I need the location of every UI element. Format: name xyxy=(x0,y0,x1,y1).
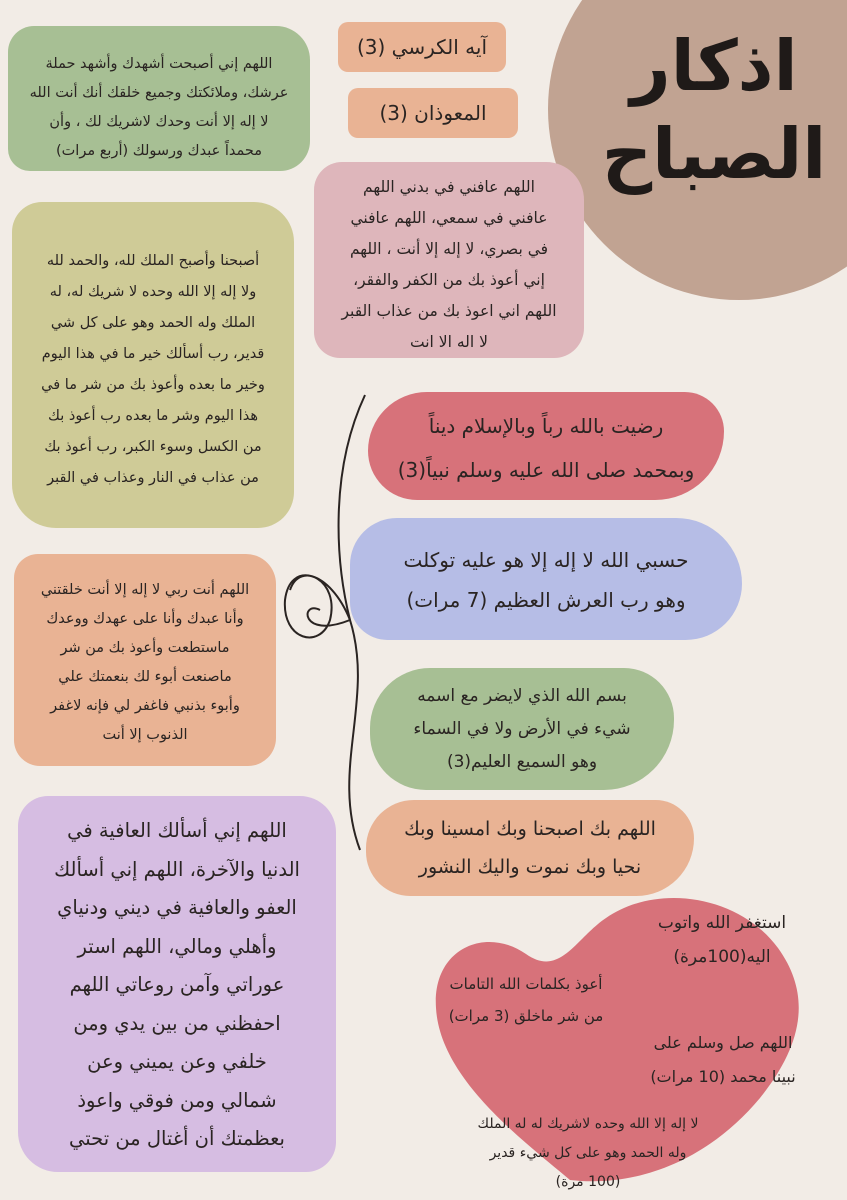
dhikr-line: هذا اليوم وشر ما بعده رب أعوذ بك xyxy=(48,408,258,424)
dhikr-card-purple xyxy=(18,796,336,1172)
dhikr-line: لا اله الا انت xyxy=(410,333,488,351)
dhikr-line: نحيا وبك نموت واليك النشور xyxy=(418,856,642,878)
dhikr-line: وله الحمد وهو على كل شيء قدير xyxy=(489,1145,687,1161)
dhikr-line: لا إله إلا الله وحده لاشريك له له الملك xyxy=(477,1116,699,1132)
dhikr-line: رضيت بالله رباً وبالإسلام ديناً xyxy=(428,414,664,438)
dhikr-line: ماصنعت أبوء لك بنعمتك علي xyxy=(58,669,232,685)
heart-salat xyxy=(626,1026,820,1094)
dhikr-line: اللهم اني اعوذ بك من عذاب القبر xyxy=(341,302,557,320)
dhikr-line: أعوذ بكلمات الله التامات xyxy=(449,975,603,993)
dhikr-line: شمالي ومن فوقي واعوذ xyxy=(77,1088,277,1112)
title-line-2: الصباح xyxy=(601,113,827,195)
dhikr-card-red xyxy=(368,392,724,500)
heart-auzu xyxy=(420,968,632,1032)
title-line-1: اذكار xyxy=(630,25,798,107)
dhikr-line: وهو السميع العليم(3) xyxy=(446,752,598,772)
dhikr-line: الدنيا والآخرة، اللهم إني أسألك xyxy=(54,857,300,881)
muawwidhat-card xyxy=(348,88,518,138)
dhikr-card-peach-left xyxy=(14,554,276,766)
dhikr-line: اللهم أنت ربي لا إله إلا أنت خلقتني xyxy=(40,582,250,598)
dhikr-line: أصبحنا وأصبح الملك لله، والحمد لله xyxy=(46,253,260,269)
dhikr-line: عوراتي وآمن روعاتي اللهم xyxy=(69,973,285,996)
page-title xyxy=(599,22,829,198)
heart-istighfar xyxy=(622,906,822,974)
dhikr-line: لا إله إلا أنت وحدك لاشريك لك ، وأن xyxy=(49,114,269,130)
dhikr-line: الذنوب إلا أنت xyxy=(102,727,188,743)
dhikr-line: اللهم إني أسألك العافية في xyxy=(67,819,287,842)
dhikr-line: عافني في سمعي، اللهم عافني xyxy=(350,209,548,227)
dhikr-line: اللهم عافني في بدني اللهم xyxy=(363,178,535,196)
dhikr-line: شيء في الأرض ولا في السماء xyxy=(413,719,631,739)
dhikr-line: وهو رب العرش العظيم (7 مرات) xyxy=(406,588,686,612)
dhikr-line: وخير ما بعده وأعوذ بك من شر ما في xyxy=(41,377,265,393)
dhikr-line: من عذاب في النار وعذاب في القبر xyxy=(47,470,259,486)
dhikr-line: احفظني من بين يدي ومن xyxy=(73,1011,281,1035)
dhikr-line: بسم الله الذي لايضر مع اسمه xyxy=(417,686,627,706)
dhikr-line: العفو والعافية في ديني ودنياي xyxy=(57,896,297,919)
dhikr-line: وأنا عبدك وأنا على عهدك ووعدك xyxy=(46,611,244,627)
dhikr-line: اللهم بك اصبحنا وبك امسينا وبك xyxy=(404,818,656,840)
dhikr-line: (100 مرة) xyxy=(555,1174,621,1190)
dhikr-line: استغفر الله واتوب xyxy=(657,913,787,933)
muawwidhat-text: المعوذان (3) xyxy=(379,101,487,125)
dhikr-line: حسبي الله لا إله إلا هو عليه توكلت xyxy=(403,548,689,572)
dhikr-line: في بصري، لا إله إلا أنت ، اللهم xyxy=(349,240,549,258)
dhikr-line: من الكسل وسوء الكبر، رب أعوذ بك xyxy=(44,439,262,455)
dhikr-line: بعظمتك أن أغتال من تحتي xyxy=(68,1127,285,1150)
dhikr-line: ولا إله إلا الله وحده لا شريك له، له xyxy=(49,284,257,300)
dhikr-card-green-right xyxy=(370,668,674,790)
dhikr-line: اللهم صل وسلم على xyxy=(653,1033,793,1052)
dhikr-line: عرشك، وملائكتك وجميع خلقك أنك أنت الله xyxy=(29,85,289,101)
dhikr-line: من شر ماخلق (3 مرات) xyxy=(448,1007,604,1025)
dhikr-line: اليه(100مرة) xyxy=(673,947,771,967)
dhikr-card-peach-right xyxy=(366,800,694,896)
ayat-kursi-card xyxy=(338,22,506,72)
dhikr-card-pink xyxy=(314,162,584,358)
dhikr-line: نبينا محمد (10 مرات) xyxy=(650,1067,796,1086)
dhikr-line: محمداً عبدك ورسولك (أربع مرات) xyxy=(55,143,262,159)
dhikr-line: إني أعوذ بك من الكفر والفقر، xyxy=(353,271,545,289)
ayat-kursi-text: آيه الكرسي (3) xyxy=(356,35,488,59)
dhikr-card-green-top xyxy=(8,26,310,171)
dhikr-line: الملك وله الحمد وهو على كل شي xyxy=(50,315,256,331)
dhikr-line: قدير، رب أسألك خير ما في هذا اليوم xyxy=(41,346,265,362)
dhikr-line: وأبوء بذنبي فاغفر لي فإنه لاغفر xyxy=(50,698,240,714)
heart-tahlil xyxy=(398,1110,778,1197)
dhikr-line: ماستطعت وأعوذ بك من شر xyxy=(60,640,230,656)
dhikr-line: خلفي وعن يميني وعن xyxy=(87,1050,267,1073)
dhikr-card-olive xyxy=(12,202,294,528)
dhikr-line: وأهلي ومالي، اللهم استر xyxy=(77,934,277,958)
dhikr-line: اللهم إني أصبحت أشهدك وأشهد حملة xyxy=(45,56,273,72)
dhikr-line: وبمحمد صلى الله عليه وسلم نبياً(3) xyxy=(397,458,695,482)
dhikr-card-blue xyxy=(350,518,742,640)
